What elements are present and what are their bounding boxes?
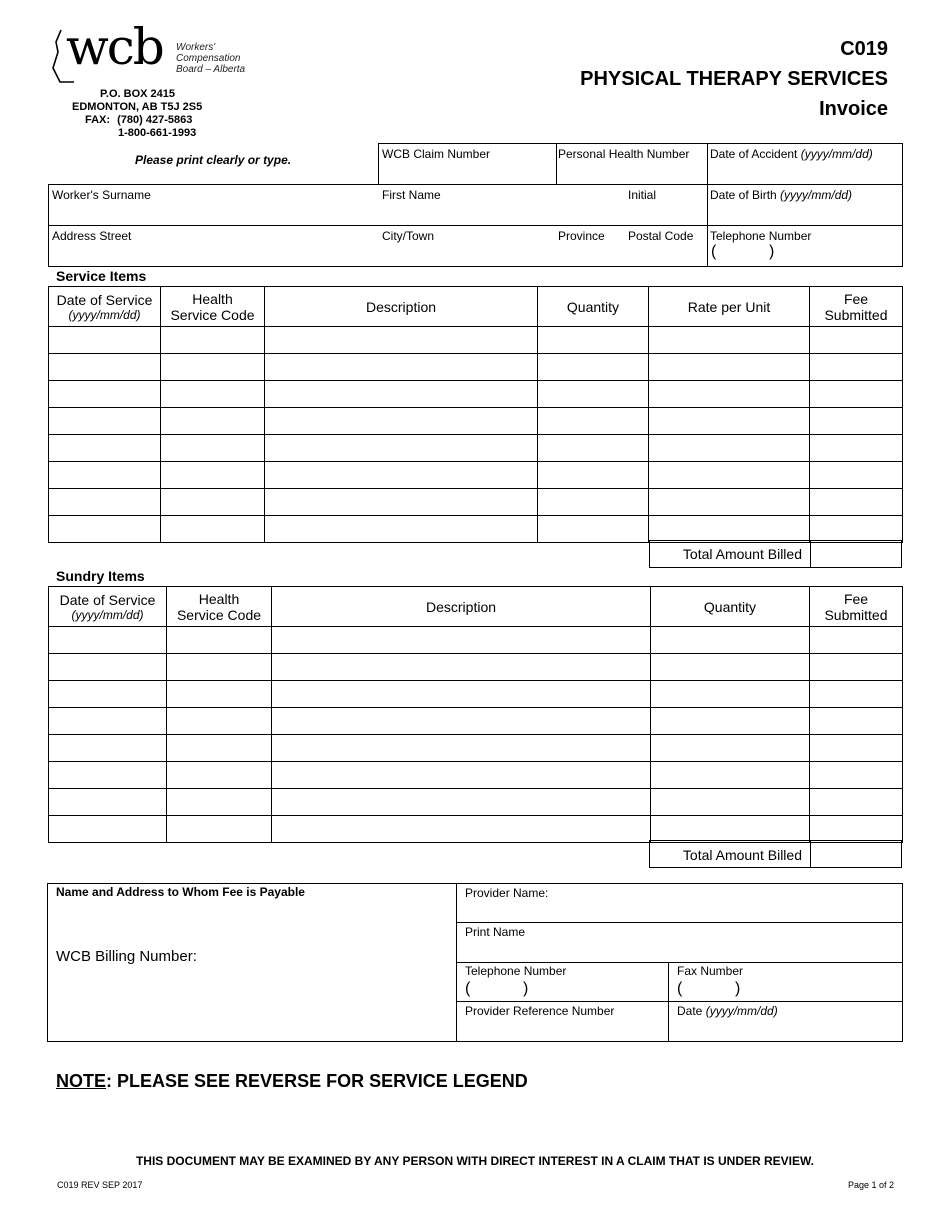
service-items-cell[interactable]: [49, 435, 161, 462]
page-title: PHYSICAL THERAPY SERVICES: [580, 68, 888, 90]
sundry-items-cell[interactable]: [272, 816, 651, 843]
service-items-heading: Service Items: [56, 268, 147, 284]
sundry-items-cell[interactable]: [651, 627, 810, 654]
sundry-items-cell[interactable]: [49, 708, 167, 735]
service-total-label-cell: [649, 540, 811, 568]
sundry-description-header: Description: [272, 587, 651, 627]
service-items-cell[interactable]: [810, 354, 903, 381]
sundry-items-table: [48, 586, 903, 843]
logo-tagline-line-3: Board – Alberta: [176, 64, 246, 75]
service-items-cell[interactable]: [265, 489, 538, 516]
date-of-accident-label: Date of Accident: [710, 147, 798, 161]
service-items-cell[interactable]: [265, 381, 538, 408]
sundry-items-row: [49, 627, 903, 654]
sundry-items-cell[interactable]: [651, 816, 810, 843]
sundry-date-header: Date of Service (yyyy/mm/dd): [49, 587, 167, 627]
sundry-items-cell[interactable]: [272, 681, 651, 708]
sundry-items-cell[interactable]: [167, 708, 272, 735]
wcb-claim-number-field[interactable]: [378, 143, 557, 185]
initial-label: Initial: [628, 188, 657, 202]
date-of-birth-format: (yyyy/mm/dd): [780, 188, 853, 202]
print-name-field[interactable]: [456, 922, 903, 963]
service-items-cell[interactable]: [265, 327, 538, 354]
service-items-cell[interactable]: [161, 381, 265, 408]
sundry-items-cell[interactable]: [167, 762, 272, 789]
sundry-items-cell[interactable]: [272, 789, 651, 816]
service-items-cell[interactable]: [538, 327, 649, 354]
personal-health-number-field[interactable]: [556, 143, 708, 185]
wcb-billing-number-label: WCB Billing Number:: [56, 948, 197, 965]
form-revision: C019 REV SEP 2017: [57, 1180, 143, 1190]
sundry-items-cell[interactable]: [810, 627, 903, 654]
sundry-items-cell[interactable]: [810, 816, 903, 843]
form-code: C019: [840, 38, 888, 60]
telephone-paren-open: (: [711, 243, 717, 260]
service-items-cell[interactable]: [649, 408, 810, 435]
provider-telephone-paren-close: ): [523, 980, 529, 997]
service-items-cell[interactable]: [265, 354, 538, 381]
service-items-row: [49, 435, 903, 462]
service-items-cell[interactable]: [649, 516, 810, 543]
logo-wordmark: wcb: [66, 18, 163, 76]
wcb-address: [60, 88, 220, 140]
service-items-header-row: [49, 287, 903, 327]
sundry-items-cell[interactable]: [651, 681, 810, 708]
sundry-items-cell[interactable]: [272, 762, 651, 789]
sundry-items-cell[interactable]: [651, 708, 810, 735]
sundry-items-cell[interactable]: [810, 789, 903, 816]
sundry-fee-header: Fee Submitted: [810, 587, 903, 627]
city-town-label: City/Town: [382, 229, 435, 243]
logo-tagline-line-1: Workers': [176, 42, 216, 53]
sundry-items-cell[interactable]: [167, 681, 272, 708]
logo-tagline-line-2: Compensation: [176, 53, 241, 64]
service-items-cell[interactable]: [538, 489, 649, 516]
payee-name-address-field[interactable]: [47, 883, 457, 1042]
service-items-cell[interactable]: [161, 489, 265, 516]
sundry-total-label-cell: [649, 840, 811, 868]
sundry-items-cell[interactable]: [49, 816, 167, 843]
signature-date-field[interactable]: [668, 1001, 903, 1042]
service-items-cell[interactable]: [161, 327, 265, 354]
service-items-cell[interactable]: [161, 354, 265, 381]
sundry-items-cell[interactable]: [651, 789, 810, 816]
sundry-items-heading: Sundry Items: [56, 568, 145, 584]
service-items-cell[interactable]: [161, 435, 265, 462]
service-date-header: Date of Service (yyyy/mm/dd): [49, 287, 161, 327]
service-legend-note: [56, 1071, 528, 1092]
service-items-cell[interactable]: [649, 489, 810, 516]
service-code-header: Health Service Code: [161, 287, 265, 327]
date-of-accident-format: (yyyy/mm/dd): [800, 147, 873, 161]
service-items-row: [49, 354, 903, 381]
service-items-cell[interactable]: [810, 408, 903, 435]
sundry-items-row: [49, 708, 903, 735]
wcb-logo: [52, 18, 252, 86]
address-street-label: Address Street: [52, 229, 132, 243]
page-subtitle: Invoice: [819, 98, 888, 120]
service-items-cell[interactable]: [649, 354, 810, 381]
service-items-row: [49, 408, 903, 435]
service-total-label: Total Amount Billed: [682, 546, 802, 562]
provider-telephone-field[interactable]: [456, 962, 669, 1002]
service-items-cell[interactable]: [49, 327, 161, 354]
service-items-cell[interactable]: [265, 462, 538, 489]
sundry-items-body: [49, 627, 903, 843]
service-fee-header: Fee Submitted: [810, 287, 903, 327]
provider-fax-paren-close: ): [735, 980, 741, 997]
service-items-row: [49, 489, 903, 516]
service-items-row: [49, 516, 903, 543]
service-quantity-header: Quantity: [538, 287, 649, 327]
wcb-claim-number-label: WCB Claim Number: [382, 147, 491, 161]
sundry-items-row: [49, 762, 903, 789]
sundry-items-header-row: [49, 587, 903, 627]
service-rate-header: Rate per Unit: [649, 287, 810, 327]
provider-fax-paren-open: (: [677, 980, 683, 997]
sundry-items-row: [49, 654, 903, 681]
note-text: : PLEASE SEE REVERSE FOR SERVICE LEGEND: [106, 1071, 528, 1091]
service-items-cell[interactable]: [161, 516, 265, 543]
po-box: P.O. BOX 2415: [100, 88, 176, 100]
service-items-row: [49, 381, 903, 408]
service-items-cell[interactable]: [538, 354, 649, 381]
sundry-items-cell[interactable]: [167, 816, 272, 843]
service-items-cell[interactable]: [265, 435, 538, 462]
sundry-items-cell[interactable]: [49, 654, 167, 681]
sundry-code-header: Health Service Code: [167, 587, 272, 627]
sundry-items-cell[interactable]: [810, 762, 903, 789]
service-description-header: Description: [265, 287, 538, 327]
provider-fax-field[interactable]: [668, 962, 903, 1002]
service-items-cell[interactable]: [161, 462, 265, 489]
sundry-items-cell[interactable]: [49, 735, 167, 762]
service-items-cell[interactable]: [649, 381, 810, 408]
sundry-items-row: [49, 681, 903, 708]
service-items-cell[interactable]: [810, 489, 903, 516]
service-items-cell[interactable]: [538, 516, 649, 543]
provider-name-label: Provider Name:: [465, 886, 549, 900]
service-items-cell[interactable]: [49, 381, 161, 408]
service-items-cell[interactable]: [538, 462, 649, 489]
sundry-items-row: [49, 735, 903, 762]
date-of-birth-field[interactable]: [707, 184, 903, 226]
sundry-items-row: [49, 816, 903, 843]
sundry-quantity-header: Quantity: [651, 587, 810, 627]
service-items-cell[interactable]: [265, 408, 538, 435]
telephone-paren-close: ): [769, 243, 775, 260]
service-items-cell[interactable]: [49, 516, 161, 543]
signature-date-label: Date: [677, 1004, 703, 1018]
service-items-body: [49, 327, 903, 543]
provider-telephone-paren-open: (: [465, 980, 471, 997]
sundry-items-cell[interactable]: [272, 627, 651, 654]
sundry-items-cell[interactable]: [810, 654, 903, 681]
postal-code-label: Postal Code: [628, 229, 694, 243]
sundry-items-cell[interactable]: [651, 762, 810, 789]
service-total-amount-field[interactable]: [810, 540, 902, 568]
sundry-items-cell[interactable]: [651, 654, 810, 681]
service-items-cell[interactable]: [49, 354, 161, 381]
first-name-label: First Name: [382, 188, 441, 202]
payee-name-address-label: Name and Address to Whom Fee is Payable: [56, 885, 305, 899]
sundry-items-cell[interactable]: [810, 735, 903, 762]
sundry-items-cell[interactable]: [167, 735, 272, 762]
provider-fax-label: Fax Number: [677, 964, 744, 978]
sundry-items-cell[interactable]: [49, 627, 167, 654]
service-items-row: [49, 462, 903, 489]
address-city: EDMONTON, AB T5J 2S5: [72, 101, 203, 113]
provider-name-field[interactable]: [456, 883, 903, 923]
sundry-total-label: Total Amount Billed: [682, 847, 802, 863]
print-name-label: Print Name: [465, 925, 526, 939]
telephone-label: Telephone Number: [710, 229, 812, 243]
date-of-birth-label: Date of Birth: [710, 188, 777, 202]
service-items-cell[interactable]: [810, 327, 903, 354]
personal-health-number-label: Personal Health Number: [558, 147, 690, 161]
provider-reference-label: Provider Reference Number: [465, 1004, 615, 1018]
sundry-items-cell[interactable]: [272, 708, 651, 735]
instructions: Please print clearly or type.: [135, 153, 292, 167]
surname-label: Worker's Surname: [52, 188, 151, 202]
service-items-cell[interactable]: [49, 408, 161, 435]
provider-reference-field[interactable]: [456, 1001, 669, 1042]
fax-label: FAX:: [85, 114, 111, 126]
sundry-items-cell[interactable]: [49, 762, 167, 789]
service-items-cell[interactable]: [538, 381, 649, 408]
service-items-cell[interactable]: [538, 408, 649, 435]
service-items-cell[interactable]: [810, 381, 903, 408]
service-items-cell[interactable]: [649, 462, 810, 489]
provider-telephone-label: Telephone Number: [465, 964, 567, 978]
service-items-cell[interactable]: [810, 462, 903, 489]
service-items-cell[interactable]: [810, 435, 903, 462]
sundry-items-cell[interactable]: [272, 735, 651, 762]
service-items-cell[interactable]: [49, 462, 161, 489]
sundry-items-row: [49, 789, 903, 816]
service-items-cell[interactable]: [161, 408, 265, 435]
service-items-cell[interactable]: [265, 516, 538, 543]
sundry-items-cell[interactable]: [810, 681, 903, 708]
service-items-cell[interactable]: [810, 516, 903, 543]
fax-number: (780) 427-5863: [117, 114, 193, 126]
note-prefix: NOTE: [56, 1071, 107, 1091]
sundry-items-cell[interactable]: [651, 735, 810, 762]
sundry-items-cell[interactable]: [810, 708, 903, 735]
service-items-table: [48, 286, 903, 543]
page-number: Page 1 of 2: [847, 1180, 894, 1190]
sundry-items-cell[interactable]: [167, 627, 272, 654]
sundry-items-cell[interactable]: [167, 654, 272, 681]
signature-date-format: (yyyy/mm/dd): [705, 1004, 778, 1018]
sundry-items-cell[interactable]: [272, 654, 651, 681]
sundry-items-cell[interactable]: [167, 789, 272, 816]
review-disclaimer: THIS DOCUMENT MAY BE EXAMINED BY ANY PERSON WITH DIRECT INTEREST IN A CLAIM THAT IS UNDER REVIEW.: [135, 1154, 815, 1168]
province-label: Province: [558, 229, 605, 243]
sundry-total-amount-field[interactable]: [810, 840, 902, 868]
service-items-cell[interactable]: [649, 327, 810, 354]
toll-free-number: 1-800-661-1993: [118, 127, 197, 139]
sundry-items-cell[interactable]: [49, 789, 167, 816]
telephone-field[interactable]: [707, 225, 903, 267]
date-of-accident-field[interactable]: [707, 143, 903, 185]
service-items-cell[interactable]: [649, 435, 810, 462]
service-items-row: [49, 327, 903, 354]
sundry-items-cell[interactable]: [49, 681, 167, 708]
service-items-cell[interactable]: [538, 435, 649, 462]
service-items-cell[interactable]: [49, 489, 161, 516]
